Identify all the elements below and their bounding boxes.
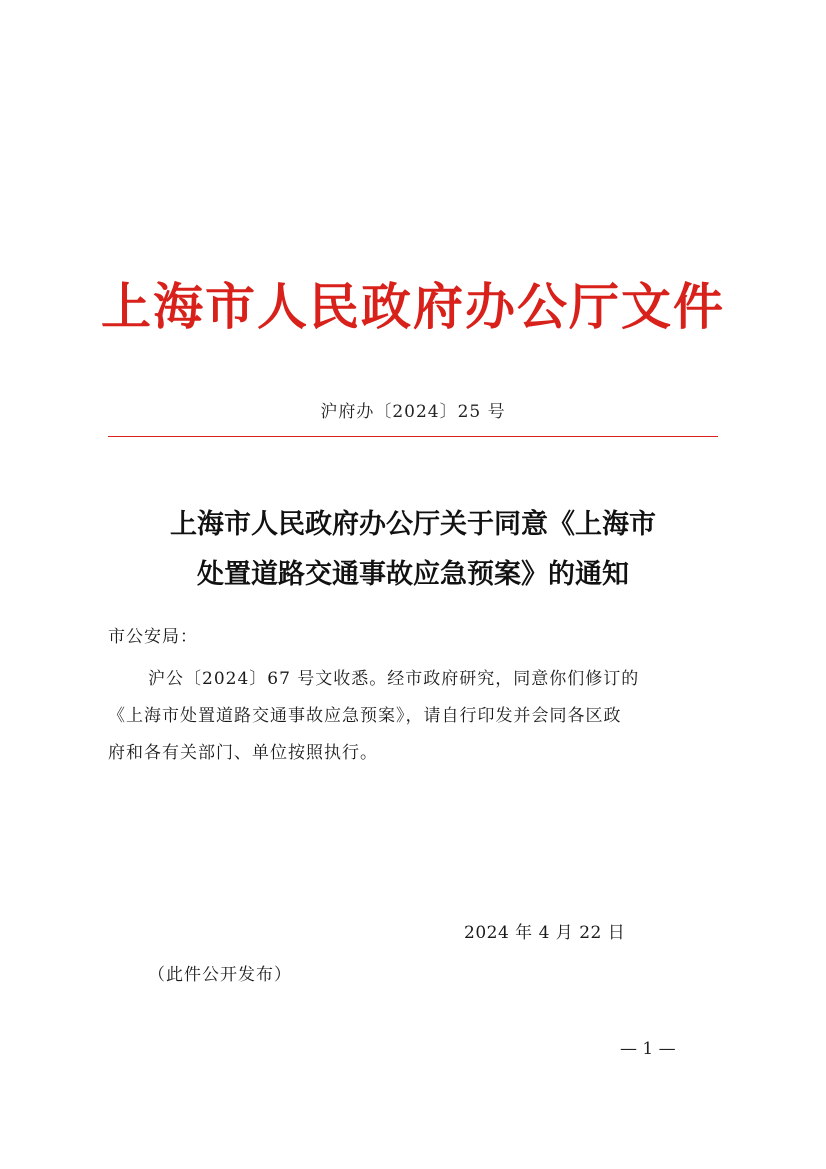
page-number: — 1 — <box>620 1039 676 1059</box>
public-release-note: （此件公开发布） <box>148 965 292 985</box>
body-line-1: 沪公〔2024〕67 号文收悉。经市政府研究，同意你们修订的 <box>148 669 640 689</box>
body-line-2: 《上海市处置道路交通事故应急预案》，请自行印发并会同各区政 <box>108 706 622 726</box>
issue-date: 2024 年 4 月 22 日 <box>464 923 626 943</box>
title-line-2: 处置道路交通事故应急预案》的通知 <box>197 559 629 590</box>
body-line-3: 府和各有关部门、单位按照执行。 <box>108 743 378 763</box>
document-masthead: 上海市人民政府办公厅文件 <box>101 277 725 336</box>
red-separator-line <box>108 436 718 437</box>
document-title <box>0 500 826 600</box>
title-line-1: 上海市人民政府办公厅关于同意《上海市 <box>170 509 656 540</box>
body-paragraph <box>108 661 718 772</box>
addressee: 市公安局： <box>108 627 198 647</box>
document-number: 沪府办〔2024〕25 号 <box>320 402 506 422</box>
